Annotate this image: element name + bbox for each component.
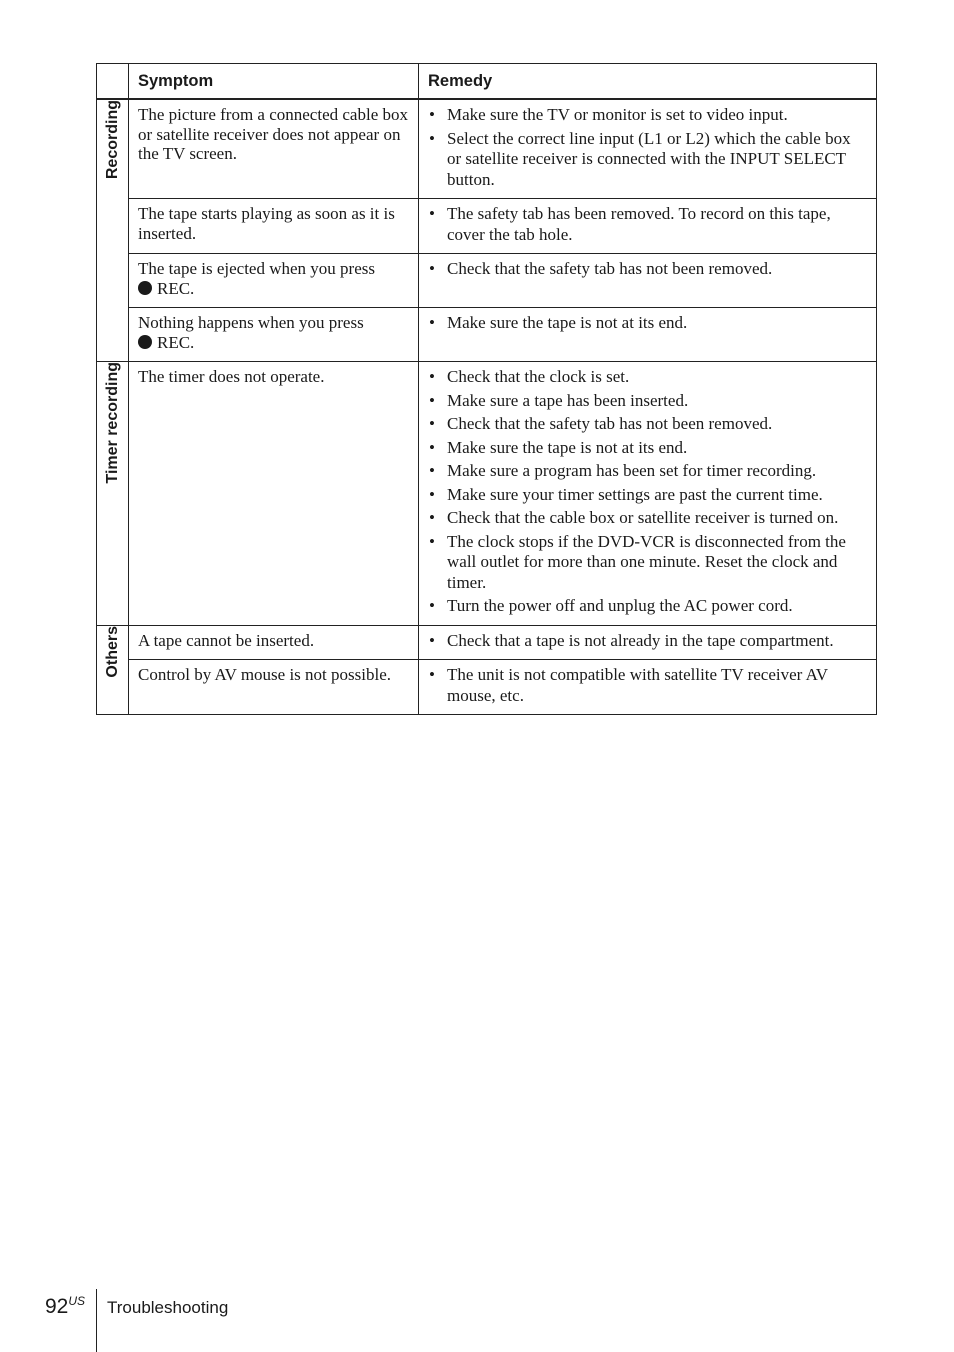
- symptom-text: The picture from a connected cable box or satellite receiver does not appear on the TV screen.: [138, 105, 408, 163]
- page-number-suffix: US: [68, 1294, 86, 1308]
- category-cell-timer-recording: [97, 362, 129, 626]
- category-label: Timer recording: [103, 362, 121, 484]
- remedy-item: • Make sure a program has been set for timer recording.: [428, 461, 868, 482]
- table-row: [97, 99, 877, 199]
- remedy-item: • Check that the safety tab has not been removed.: [428, 414, 868, 435]
- symptom-cell: [129, 308, 419, 362]
- symptom-cell: [129, 99, 419, 199]
- remedy-cell: [419, 308, 877, 362]
- symptom-cell: [129, 625, 419, 660]
- category-cell-recording: [97, 99, 129, 362]
- remedy-list: [428, 367, 868, 617]
- troubleshooting-table: [96, 63, 877, 715]
- remedy-list: [428, 665, 868, 706]
- rec-button-label: REC.: [157, 278, 195, 298]
- table-row: [97, 362, 877, 626]
- remedy-cell: [419, 254, 877, 308]
- symptom-cell: [129, 254, 419, 308]
- table-row: [97, 625, 877, 660]
- remedy-item: • Check that the safety tab has not been removed.: [428, 259, 868, 280]
- symptom-text: The tape starts playing as soon as it is inserted.: [138, 204, 395, 243]
- remedy-cell: [419, 99, 877, 199]
- symptom-text: The tape is ejected when you press: [138, 259, 375, 278]
- symptom-cell: [129, 362, 419, 626]
- remedy-cell: [419, 625, 877, 660]
- symptom-cell: [129, 199, 419, 254]
- remedy-cell: [419, 660, 877, 715]
- remedy-cell: [419, 199, 877, 254]
- remedy-header: Remedy: [419, 64, 877, 100]
- table-row: [97, 308, 877, 362]
- category-header-cell: [97, 64, 129, 100]
- symptom-text: Nothing happens when you press: [138, 313, 364, 332]
- page-number-value: 92: [45, 1295, 69, 1318]
- remedy-item: • Make sure the tape is not at its end.: [428, 438, 868, 459]
- remedy-list: [428, 259, 868, 280]
- remedy-item: • Select the correct line input (L1 or L2) which the cable box or satellite receiver is connected with the INPUT SELECT button.: [428, 129, 868, 191]
- remedy-list: [428, 313, 868, 334]
- remedy-item: • Make sure your timer settings are past the current time.: [428, 485, 868, 506]
- remedy-item: • Check that the clock is set.: [428, 367, 868, 388]
- footer-divider: [96, 1289, 97, 1352]
- symptom-cell: [129, 660, 419, 715]
- remedy-cell: [419, 362, 877, 626]
- remedy-item: • Make sure the tape is not at its end.: [428, 313, 868, 334]
- remedy-list: [428, 105, 868, 190]
- remedy-item: • The unit is not compatible with satellite TV receiver AV mouse, etc.: [428, 665, 868, 706]
- table-row: [97, 660, 877, 715]
- remedy-list: [428, 204, 868, 245]
- symptom-text: Control by AV mouse is not possible.: [138, 665, 391, 684]
- category-label: Others: [103, 625, 121, 678]
- remedy-item: • Turn the power off and unplug the AC power cord.: [428, 596, 868, 617]
- page-number: [45, 1294, 85, 1319]
- rec-dot-icon: [138, 335, 152, 349]
- rec-button-label: REC.: [157, 332, 195, 352]
- remedy-item: • Make sure a tape has been inserted.: [428, 391, 868, 412]
- remedy-item: • The safety tab has been removed. To record on this tape, cover the tab hole.: [428, 204, 868, 245]
- table-row: [97, 254, 877, 308]
- remedy-item: • Check that the cable box or satellite receiver is turned on.: [428, 508, 868, 529]
- category-label: Recording: [103, 100, 121, 180]
- table-header-row: [97, 64, 877, 100]
- category-cell-others: [97, 625, 129, 715]
- rec-dot-icon: [138, 281, 152, 295]
- remedy-item: • The clock stops if the DVD-VCR is disconnected from the wall outlet for more than one minute. Reset the clock and timer.: [428, 532, 868, 594]
- symptom-text: The timer does not operate.: [138, 367, 325, 386]
- table-row: [97, 199, 877, 254]
- remedy-item: • Make sure the TV or monitor is set to video input.: [428, 105, 868, 126]
- remedy-list: [428, 631, 868, 652]
- remedy-item: • Check that a tape is not already in the tape compartment.: [428, 631, 868, 652]
- symptom-text: A tape cannot be inserted.: [138, 630, 315, 650]
- section-title: Troubleshooting: [107, 1298, 229, 1317]
- symptom-header: Symptom: [129, 64, 419, 100]
